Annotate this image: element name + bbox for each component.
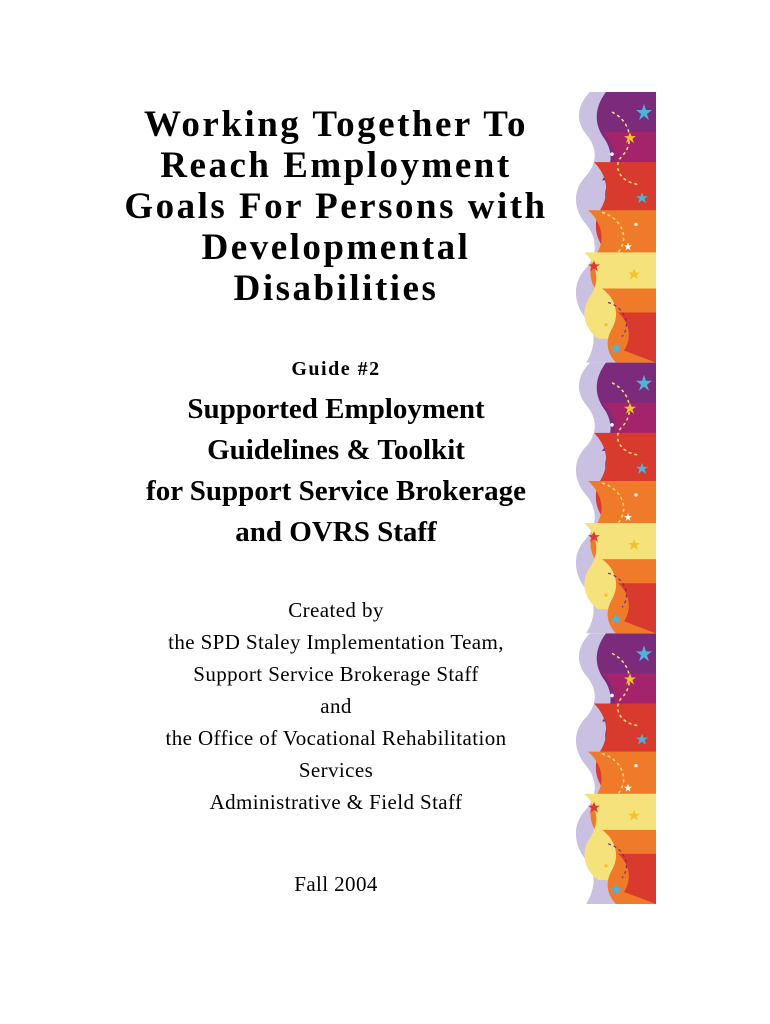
subtitle-line: for Support Service Brokerage xyxy=(146,475,526,507)
guide-label: Guide #2 xyxy=(291,358,381,380)
subtitle-line: and OVRS Staff xyxy=(235,516,437,548)
credit-line: the Office of Vocational Rehabilitation xyxy=(165,726,507,750)
credit-line: the SPD Staley Implementation Team, xyxy=(168,630,504,654)
decorative-border-strip xyxy=(572,92,656,904)
publication-date: Fall 2004 xyxy=(294,872,378,896)
document-subtitle xyxy=(110,389,562,553)
subtitle-line: Supported Employment xyxy=(187,393,485,425)
document-title xyxy=(110,104,562,309)
title-line: Goals For Persons with xyxy=(124,186,548,227)
title-line: Reach Employment xyxy=(160,145,512,186)
credit-line: Administrative & Field Staff xyxy=(209,790,463,814)
credit-line: and xyxy=(320,694,352,718)
credit-line: Created by xyxy=(288,598,384,622)
credits-block xyxy=(110,594,562,818)
credit-line: Support Service Brokerage Staff xyxy=(193,662,479,686)
subtitle-line: Guidelines & Toolkit xyxy=(207,434,465,466)
title-line: Disabilities xyxy=(233,268,439,309)
credit-line: Services xyxy=(298,758,374,782)
title-line: Developmental xyxy=(201,227,471,268)
title-line: Working Together To xyxy=(143,104,529,145)
